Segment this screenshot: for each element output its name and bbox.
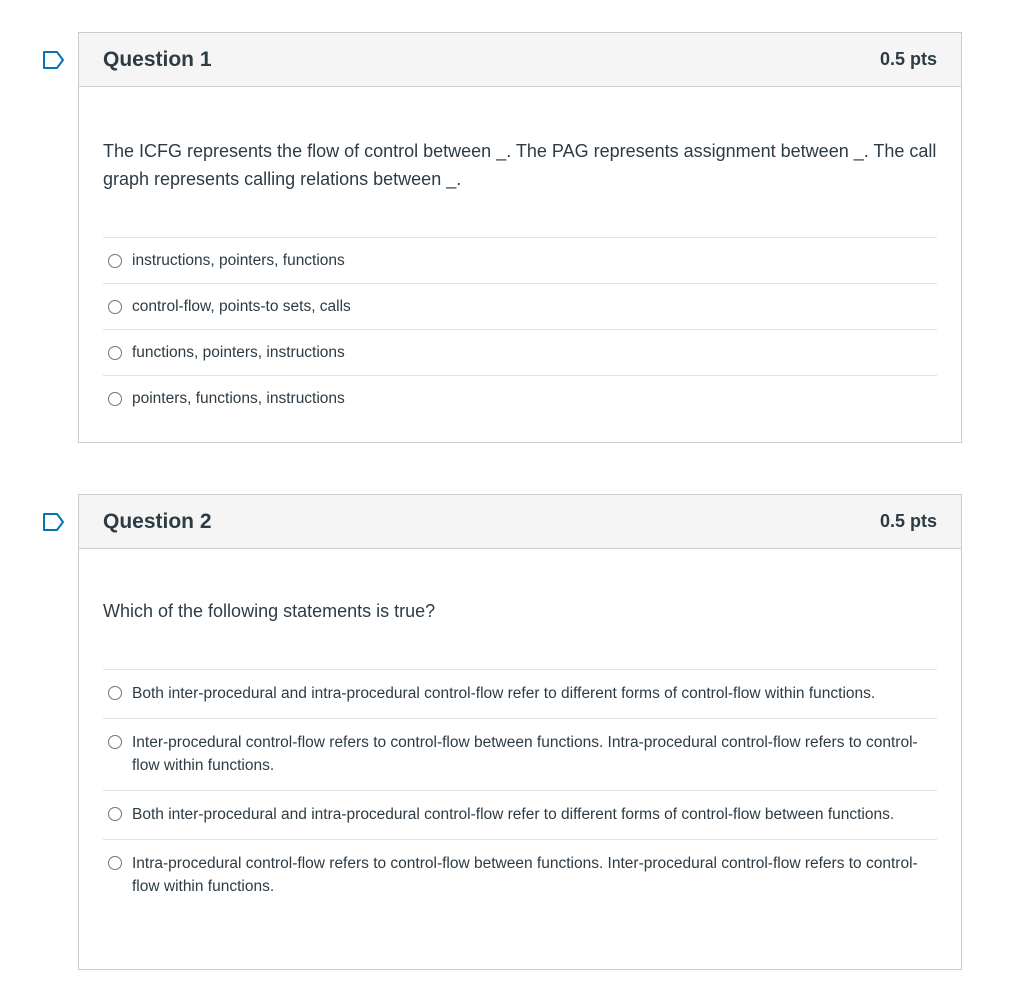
answer-label: control-flow, points-to sets, calls [132, 298, 351, 315]
answer-option[interactable] [103, 718, 937, 790]
answer-label: Inter-procedural control-flow refers to control-flow between functions. Intra-procedural control-flow refers to control-flow within functions. [132, 734, 918, 774]
answer-option[interactable] [103, 237, 937, 283]
answer-list [103, 669, 937, 911]
radio-button[interactable] [108, 346, 122, 360]
answer-label: instructions, pointers, functions [132, 252, 345, 269]
answer-option[interactable] [103, 283, 937, 329]
answer-label: Both inter-procedural and intra-procedural control-flow refer to different forms of control-flow within functions. [132, 685, 876, 702]
question-text: Which of the following statements is true? [103, 601, 436, 621]
radio-button[interactable] [108, 686, 122, 700]
question-points: 0.5 pts [879, 511, 937, 531]
radio-button[interactable] [108, 735, 122, 749]
question-body [79, 549, 961, 911]
radio-button[interactable] [108, 254, 122, 268]
question-2 [78, 494, 962, 970]
radio-button[interactable] [108, 807, 122, 821]
answer-option[interactable] [103, 375, 937, 421]
question-title: Question 2 [103, 509, 212, 533]
answer-option[interactable] [103, 790, 937, 839]
question-body [79, 87, 961, 421]
answer-label: pointers, functions, instructions [132, 390, 345, 407]
question-text: The ICFG represents the flow of control between _. The PAG represents assignment between _. The call graph represents calling relations between _. [103, 141, 937, 189]
answer-label: Both inter-procedural and intra-procedural control-flow refer to different forms of control-flow between functions. [132, 806, 895, 823]
answer-list [103, 237, 937, 421]
radio-button[interactable] [108, 300, 122, 314]
answer-label: Intra-procedural control-flow refers to control-flow between functions. Inter-procedural control-flow refers to control-flow within functions. [132, 855, 918, 895]
question-title: Question 1 [103, 47, 212, 71]
answer-option[interactable] [103, 329, 937, 375]
answer-option[interactable] [103, 839, 937, 911]
answer-option[interactable] [103, 669, 937, 718]
question-header [79, 495, 961, 549]
question-1 [78, 32, 962, 443]
radio-button[interactable] [108, 856, 122, 870]
radio-button[interactable] [108, 392, 122, 406]
answer-label: functions, pointers, instructions [132, 344, 345, 361]
question-header [79, 33, 961, 87]
flag-question-icon[interactable] [42, 50, 66, 70]
question-points: 0.5 pts [879, 49, 937, 69]
flag-question-icon[interactable] [42, 512, 66, 532]
